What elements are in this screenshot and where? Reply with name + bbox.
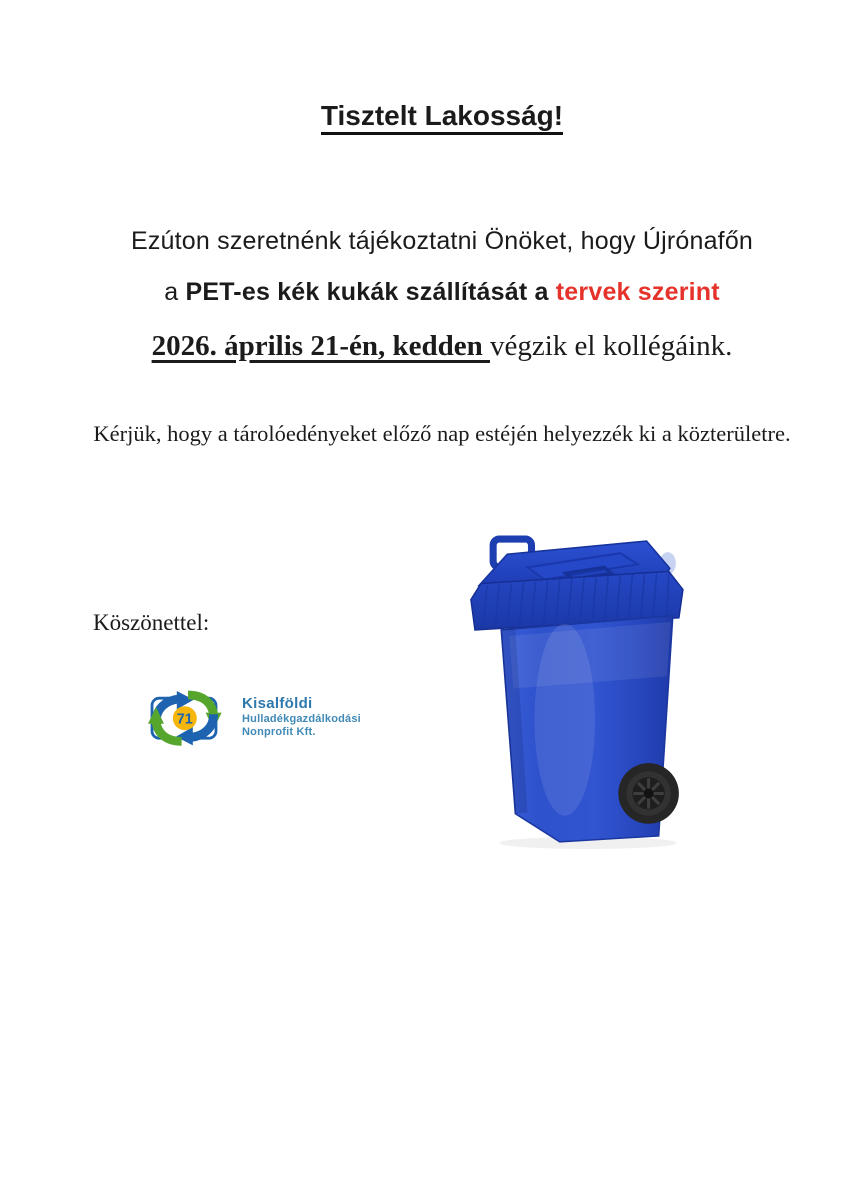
logo-company-name: Kisalföldi — [242, 695, 313, 712]
company-logo — [148, 682, 361, 756]
logo-text-block — [242, 695, 361, 739]
subject-highlight-red: tervek szerint — [555, 278, 720, 306]
logo-company-line2: Hulladékgazdálkodási — [242, 712, 361, 725]
blue-wheelie-bin-photo — [468, 533, 702, 851]
wheelie-bin-illustration — [468, 533, 702, 851]
recycle-71-emblem-icon — [148, 682, 228, 756]
request-line: Kérjük, hogy a tárolóedényeket előző nap estéjén helyezzék ki a közterületre. — [93, 421, 791, 446]
page-title-text: Tisztelt Lakosság! — [321, 100, 563, 135]
bin-wheel — [618, 763, 679, 824]
date-underlined: 2026. április 21-én, kedden — [151, 330, 490, 362]
logo-badge-number: 71 — [176, 711, 193, 728]
closing-text: Köszönettel: — [93, 610, 210, 635]
subject-line — [36, 278, 848, 307]
date-rest: végzik el kollégáink. — [489, 330, 733, 362]
page-title — [36, 100, 848, 132]
subject-prefix: a — [164, 278, 186, 306]
subject-bold-text: PET-es kék kukák szállítását a — [185, 278, 556, 306]
intro-line: Ezúton szeretnénk tájékoztatni Önöket, hogy Újrónafőn — [130, 227, 754, 255]
logo-company-line3: Nonprofit Kft. — [242, 725, 316, 738]
date-line — [36, 330, 848, 363]
